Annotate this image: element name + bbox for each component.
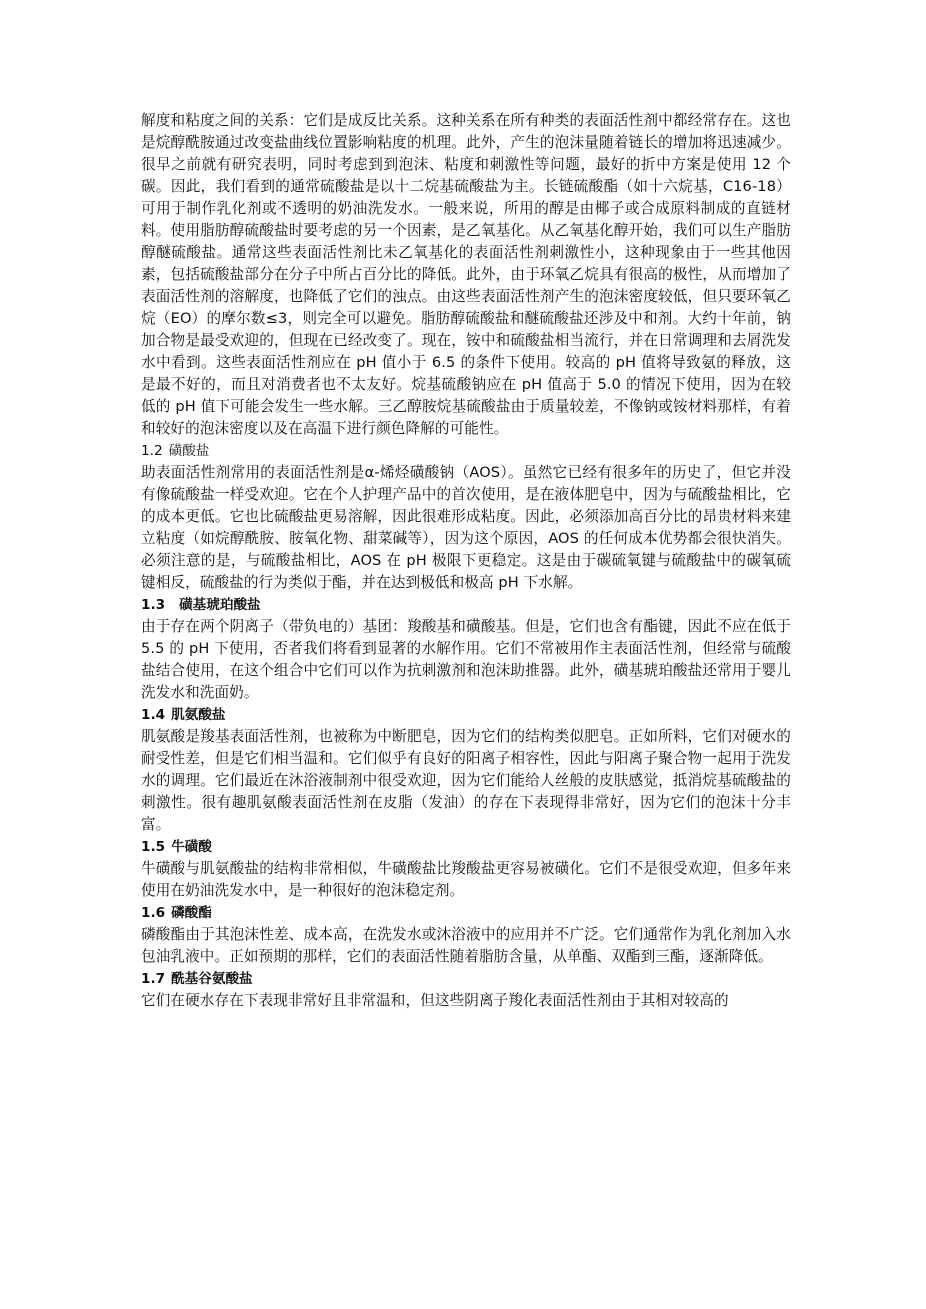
section-number: 1.5 [141, 839, 166, 855]
section-heading-1-6 [141, 902, 791, 924]
section-heading-1-5 [141, 836, 791, 858]
paragraph-taurates: 牛磺酸与肌氨酸盐的结构非常相似，牛磺酸盐比羧酸盐更容易被磺化。它们不是很受欢迎，但多年来使用在奶油洗发水中，是一种很好的泡沫稳定剂。 [141, 860, 791, 899]
paragraph-sulfosuccinates: 由于存在两个阴离子（带负电的）基团：羧酸基和磺酸基。但是，它们也含有酯键，因此不应在低于 5.5 的 pH 下使用，否者我们将看到显著的水解作用。它们不常被用作主表面活性剂，但经常与硫酸盐结合使用，在这个组合中它们可以作为抗刺激剂和泡沫助推器。此外，磺基琥珀酸盐还常用于婴儿洗发水和洗面奶。 [141, 618, 791, 701]
section-heading-1-3 [141, 594, 791, 616]
section-heading-1-4 [141, 704, 791, 726]
paragraph-phosphate-esters: 磷酸酯由于其泡沫性差、成本高，在洗发水或沐浴液中的应用并不广泛。它们通常作为乳化剂加入水包油乳液中。正如预期的那样，它们的表面活性随着脂肪含量，从单酯、双酯到三酯，逐渐降低。 [141, 926, 791, 965]
paragraph-sarcosinates: 肌氨酸是羧基表面活性剂，也被称为中断肥皂，因为它们的结构类似肥皂。正如所料，它们对硬水的耐受性差，但是它们相当温和。它们似乎有良好的阳离子相容性，因此与阳离子聚合物一起用于洗发水的调理。它们最近在沐浴液制剂中很受欢迎，因为它们能给人丝般的皮肤感觉，抵消烷基硫酸盐的刺激性。很有趣肌氨酸表面活性剂在皮脂（发油）的存在下表现得非常好，因为它们的泡沫十分丰富。 [141, 728, 791, 833]
paragraph-acyl-glutamates: 它们在硬水存在下表现非常好且非常温和，但这些阴离子羧化表面活性剂由于其相对较高的 [141, 992, 729, 1009]
section-number: 1.4 [141, 707, 166, 723]
section-number: 1.2 [141, 443, 163, 459]
section-title: 磷酸酯 [171, 905, 212, 921]
section-title: 酰基谷氨酸盐 [171, 971, 253, 987]
section-title: 磺酸盐 [168, 443, 210, 459]
section-heading-1-2 [141, 440, 791, 462]
document-page [141, 110, 791, 1012]
section-title: 肌氨酸盐 [171, 707, 226, 723]
paragraph-sulfates-continued: 解度和粘度之间的关系：它们是成反比关系。这种关系在所有种类的表面活性剂中都经常存在。这也是烷醇酰胺通过改变盐曲线位置影响粘度的机理。此外，产生的泡沫量随着链长的增加将迅速减少。很早之前就有研究表明，同时考虑到到泡沫、粘度和刺激性等问题，最好的折中方案是使用 12 个碳。因此，我们看到的通常硫酸盐是以十二烷基硫酸盐为主。长链硫酸酯（如十六烷基，C16-18）可用于制作乳化剂或不透明的奶油洗发水。一般来说，所用的醇是由椰子或合成原料制成的直链材料。使用脂肪醇硫酸盐时要考虑的另一个因素，是乙氧基化。从乙氧基化醇开始，我们可以生产脂肪醇醚硫酸盐。通常这些表面活性剂比未乙氧基化的表面活性剂刺激性小，这种现象由于一些其他因素，包括硫酸盐部分在分子中所占百分比的降低。此外，由于环氧乙烷具有很高的极性，从而增加了表面活性剂的溶解度，也降低了它们的浊点。由这些表面活性剂产生的泡沫密度较低，但只要环氧乙烷（EO）的摩尔数≤3，则完全可以避免。脂肪醇硫酸盐和醚硫酸盐还涉及中和剂。大约十年前，钠加合物是最受欢迎的，但现在已经改变了。现在，铵中和硫酸盐相当流行，并在日常调理和去屑洗发水中看到。这些表面活性剂应在 pH 值小于 6.5 的条件下使用。较高的 pH 值将导致氨的释放，这是最不好的，而且对消费者也不太友好。烷基硫酸钠应在 pH 值高于 5.0 的情况下使用，因为在较低的 pH 值下可能会发生一些水解。三乙醇胺烷基硫酸盐由于质量较差，不像钠或铵材料那样，有着和较好的泡沫密度以及在高温下进行颜色降解的可能性。 [141, 112, 791, 437]
section-number: 1.3 [141, 597, 166, 613]
section-number: 1.6 [141, 905, 166, 921]
paragraph-sulfonates: 助表面活性剂常用的表面活性剂是α-烯烃磺酸钠（AOS）。虽然它已经有很多年的历史了，但它并没有像硫酸盐一样受欢迎。它在个人护理产品中的首次使用，是在液体肥皂中，因为与硫酸盐相比，它的成本更低。它也比硫酸盐更易溶解，因此很难形成粘度。因此，必须添加高百分比的昂贵材料来建立粘度（如烷醇酰胺、胺氧化物、甜菜碱等），因为这个原因，AOS 的任何成本优势都会很快消失。必须注意的是，与硫酸盐相比，AOS 在 pH 极限下更稳定。这是由于碳硫氧键与硫酸盐中的碳氧硫键相反，硫酸盐的行为类似于酯，并在达到极低和极高 pH 下水解。 [141, 464, 791, 591]
section-title: 磺基琥珀酸盐 [179, 597, 261, 613]
section-number: 1.7 [141, 971, 166, 987]
section-title: 牛磺酸 [171, 839, 212, 855]
section-heading-1-7 [141, 968, 791, 990]
